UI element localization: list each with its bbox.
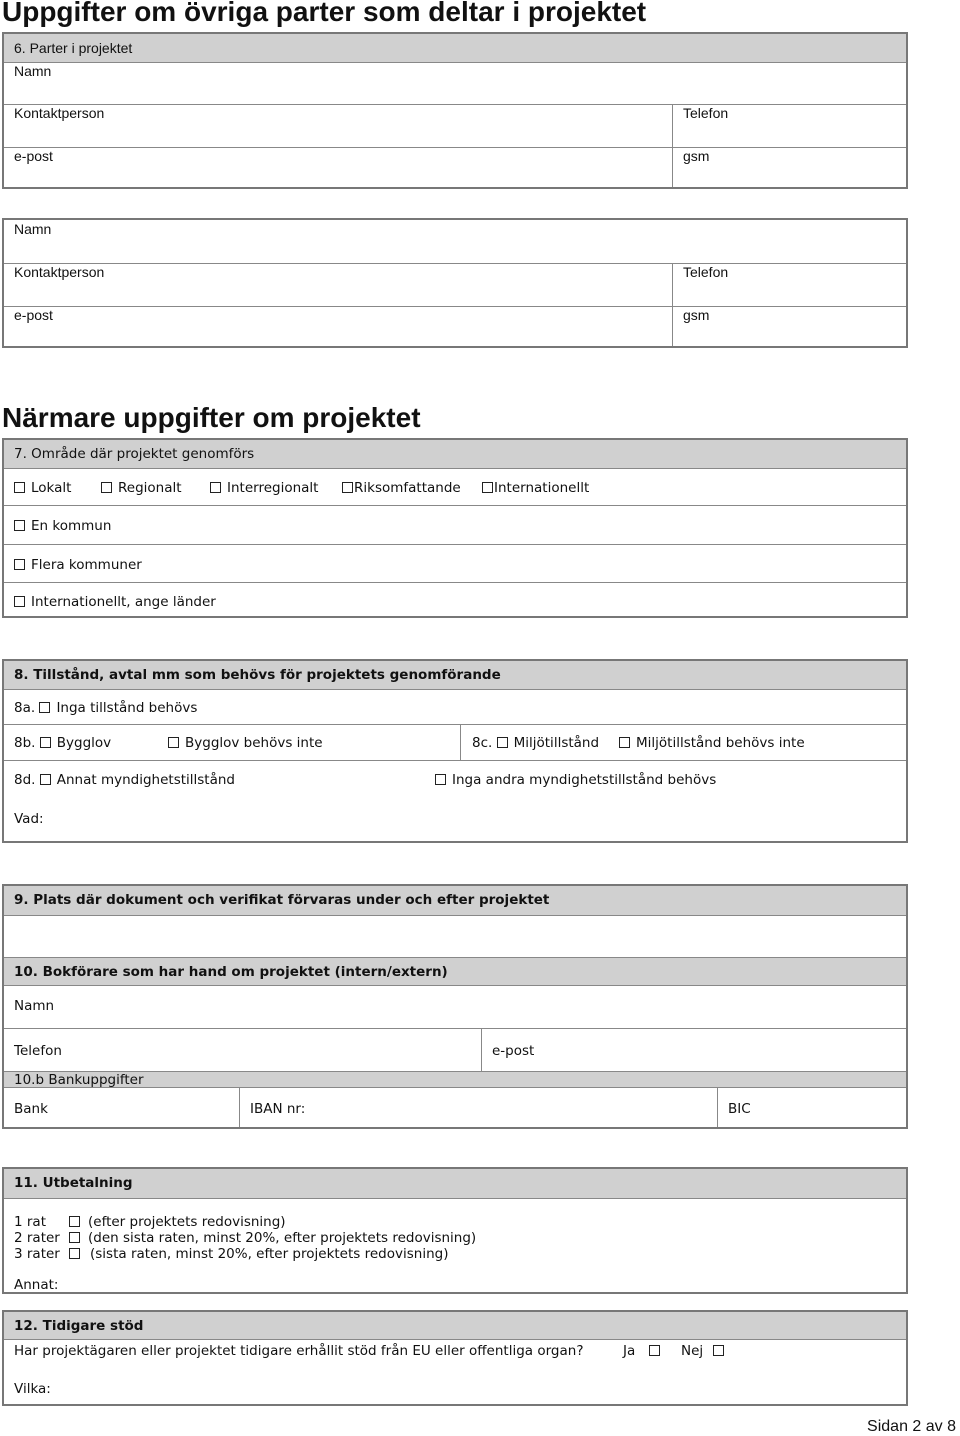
payout-option-2[interactable] (14, 1230, 476, 1246)
payout-label-1: 1 rat (14, 1214, 46, 1230)
en-kommun-option[interactable] (14, 518, 111, 534)
section-10-header (4, 957, 906, 985)
section-8-header (4, 661, 906, 689)
party1-phone-field[interactable] (672, 105, 906, 147)
scope-internationellt[interactable] (482, 480, 589, 496)
party1-gsm-field[interactable] (672, 148, 906, 187)
bank-label: Bank (14, 1101, 48, 1117)
section-12-title: 12. Tidigare stöd (14, 1318, 144, 1334)
section-6-header (4, 34, 906, 62)
section-11-title: 11. Utbetalning (14, 1175, 133, 1191)
bookkeeper-name-field[interactable] (4, 985, 906, 1028)
checkbox-icon (619, 737, 630, 748)
prefix-8a: 8a. (14, 700, 36, 716)
internationellt-row[interactable] (4, 582, 906, 616)
phone-label: Telefon (683, 264, 729, 280)
annat-field[interactable] (14, 1277, 58, 1293)
checkbox-icon (342, 482, 353, 493)
name-label: Namn (14, 221, 52, 237)
label-8c-not-needed: Miljötillstånd behövs inte (636, 735, 805, 751)
party1-name-field[interactable] (4, 62, 906, 104)
section-6-title: 6. Parter i projektet (14, 40, 133, 56)
vad-field[interactable] (14, 811, 44, 827)
row-8a (4, 689, 906, 724)
nej-option[interactable] (681, 1343, 730, 1359)
vad-label: Vad: (14, 811, 44, 827)
scope-interregionalt[interactable] (210, 480, 318, 496)
scope-riksomfattande[interactable] (342, 480, 461, 496)
party2-email-row (4, 306, 906, 346)
label-8d: Annat myndighetstillstånd (56, 772, 235, 788)
bic-label: BIC (728, 1101, 751, 1117)
storage-location-field[interactable] (4, 915, 906, 957)
previous-support-row (4, 1339, 906, 1404)
cell-8c (460, 725, 906, 760)
internationellt-option[interactable] (14, 594, 216, 610)
option-8c[interactable] (472, 735, 599, 751)
prefix-8c: 8c. (472, 735, 493, 751)
checkbox-icon (40, 774, 51, 785)
party2-gsm-field[interactable] (672, 307, 906, 346)
section-10-title: 10. Bokförare som har hand om projektet (intern/extern) (14, 964, 448, 980)
scope-regionalt[interactable] (101, 480, 182, 496)
section-8-permits (2, 659, 908, 843)
label-8d-none: Inga andra myndighetstillstånd behövs (452, 772, 717, 788)
bank-header (4, 1071, 906, 1087)
scope-internationellt-label: Internationellt (494, 480, 590, 496)
flera-kommuner-label: Flera kommuner (31, 557, 142, 573)
checkbox-icon (14, 559, 25, 570)
bookkeeper-contact-row (4, 1028, 906, 1071)
vilka-field[interactable] (14, 1381, 51, 1397)
section-8-title: 8. Tillstånd, avtal mm som behövs för projektets genomförande (14, 667, 501, 683)
gsm-label: gsm (683, 148, 710, 164)
payout-text-1: (efter projektets redovisning) (88, 1214, 286, 1230)
name-label: Namn (14, 63, 52, 79)
name-label: Namn (14, 998, 55, 1014)
checkbox-icon (14, 596, 25, 607)
label-8a: Inga tillstånd behövs (56, 700, 198, 716)
payout-text-2: (den sista raten, minst 20%, efter projektets redovisning) (88, 1230, 477, 1246)
checkbox-icon (39, 702, 50, 713)
payout-label-2: 2 rater (14, 1230, 60, 1246)
page-title: Uppgifter om övriga parter som deltar i projektet (2, 0, 647, 27)
bank-row (4, 1087, 906, 1127)
checkbox-icon (210, 482, 221, 493)
checkbox-icon (69, 1232, 80, 1243)
row-8d (4, 760, 906, 841)
label-8b: Bygglov (56, 735, 112, 751)
party2-box (2, 218, 908, 348)
checkbox-icon (713, 1345, 724, 1356)
payout-label-3: 3 rater (14, 1246, 60, 1262)
section-9-title: 9. Plats där dokument och verifikat förvaras under och efter projektet (14, 892, 550, 908)
row-8b-8c (4, 724, 906, 760)
scope-regionalt-label: Regionalt (118, 480, 182, 496)
label-8c: Miljötillstånd (513, 735, 600, 751)
scope-interregionalt-label: Interregionalt (227, 480, 319, 496)
section-11-payout (2, 1167, 908, 1294)
option-8d[interactable] (14, 772, 235, 788)
contact-label: Kontaktperson (14, 264, 105, 280)
checkbox-icon (435, 774, 446, 785)
party2-phone-field[interactable] (672, 264, 906, 306)
contact-label: Kontaktperson (14, 105, 105, 121)
scope-row (4, 468, 906, 505)
option-8c-not-needed[interactable] (619, 735, 805, 751)
section-7-title: 7. Område där projektet genomförs (14, 446, 255, 462)
checkbox-icon (482, 482, 493, 493)
iban-field[interactable] (239, 1088, 306, 1127)
bank-header-title: 10.b Bankuppgifter (14, 1072, 144, 1088)
checkbox-icon (69, 1248, 80, 1259)
checkbox-icon (497, 737, 508, 748)
payout-text-3: (sista raten, minst 20%, efter projektets redovisning) (90, 1246, 449, 1262)
support-question: Har projektägaren eller projektet tidigare erhållit stöd från EU eller offentliga organ? (14, 1343, 584, 1359)
option-8d-none[interactable] (435, 772, 716, 788)
prefix-8d: 8d. (14, 772, 36, 788)
payout-option-3[interactable] (14, 1246, 448, 1262)
section-7-header (4, 440, 906, 468)
section-7-area (2, 438, 908, 618)
vilka-label: Vilka: (14, 1381, 51, 1397)
email-label: e-post (14, 148, 53, 164)
section-9-header (4, 886, 906, 915)
en-kommun-row[interactable] (4, 505, 906, 544)
scope-lokalt[interactable] (14, 480, 71, 496)
label-8b-not-needed: Bygglov behövs inte (185, 735, 323, 751)
iban-label: IBAN nr: (250, 1101, 306, 1117)
scope-riksomfattande-label: Riksomfattande (354, 480, 461, 496)
party1-contact-row (4, 104, 906, 147)
section-12-header (4, 1312, 906, 1339)
bookkeeper-email-field[interactable] (481, 1029, 906, 1071)
option-8b-not-needed[interactable] (168, 735, 323, 751)
flera-kommuner-row[interactable] (4, 544, 906, 582)
section-12-previous-support (2, 1310, 908, 1406)
payout-options (4, 1198, 906, 1292)
party2-name-field[interactable] (4, 220, 906, 263)
checkbox-icon (649, 1345, 660, 1356)
checkbox-icon (101, 482, 112, 493)
en-kommun-label: En kommun (31, 518, 112, 534)
ja-option[interactable] (623, 1343, 666, 1359)
ja-label: Ja (623, 1343, 636, 1359)
checkbox-icon (40, 737, 51, 748)
section-11-header (4, 1169, 906, 1198)
checkbox-icon (14, 482, 25, 493)
page-number: Sidan 2 av 8 (867, 1418, 956, 1435)
option-8a[interactable] (14, 700, 197, 716)
section-6-parties (2, 32, 908, 189)
party1-email-row (4, 147, 906, 187)
checkbox-icon (14, 520, 25, 531)
email-label: e-post (14, 307, 53, 323)
section-title: Närmare uppgifter om projektet (2, 402, 421, 433)
phone-label: Telefon (683, 105, 729, 121)
party2-contact-row (4, 263, 906, 306)
nej-label: Nej (681, 1343, 704, 1359)
bic-field[interactable] (717, 1088, 906, 1127)
checkbox-icon (69, 1216, 80, 1227)
payout-option-1[interactable] (14, 1214, 286, 1230)
option-8b-bygglov[interactable] (14, 735, 111, 751)
gsm-label: gsm (683, 307, 710, 323)
section-9-10 (2, 884, 908, 1129)
email-label: e-post (492, 1043, 535, 1059)
checkbox-icon (168, 737, 179, 748)
internationellt-label: Internationellt, ange länder (31, 594, 216, 610)
annat-label: Annat: (14, 1277, 59, 1293)
flera-kommuner-option[interactable] (14, 557, 142, 573)
phone-label: Telefon (14, 1043, 62, 1059)
scope-lokalt-label: Lokalt (31, 480, 72, 496)
prefix-8b: 8b. (14, 735, 36, 751)
